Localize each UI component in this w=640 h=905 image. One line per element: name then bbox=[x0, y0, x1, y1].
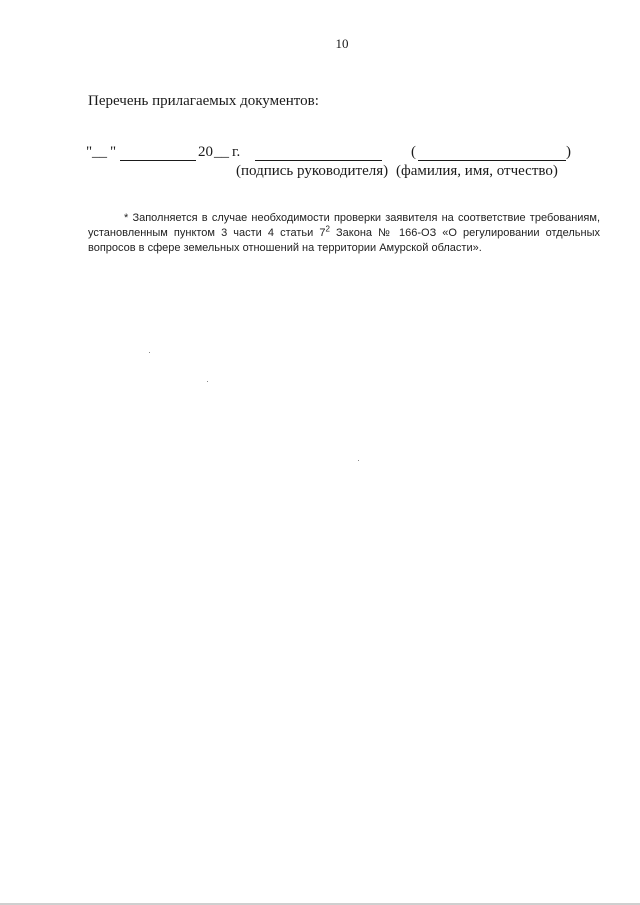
name-open-paren: ( bbox=[411, 144, 416, 160]
year-prefix: 20 bbox=[198, 144, 213, 160]
page-number: 10 bbox=[335, 36, 349, 51]
date-month-blank bbox=[120, 160, 196, 161]
year-blank: __ bbox=[214, 144, 229, 160]
footnote bbox=[88, 211, 600, 256]
footnote-text-end: Закона № 166-ОЗ «О регулировании отдельных вопросов в сфере земельных отношений на территории Амурской области». bbox=[88, 227, 600, 254]
year-suffix: г. bbox=[232, 144, 241, 160]
date-open-quote: " bbox=[86, 144, 93, 160]
footnote-text-start: * Заполняется в случае необходимости проверки заявителя на соответствие требованиям, установленным пунктом 3 части 4 статьи 7 bbox=[88, 212, 600, 239]
signature-captions bbox=[236, 163, 578, 183]
name-caption: (фамилия, имя, отчество) bbox=[396, 163, 558, 179]
scan-speck bbox=[358, 460, 359, 461]
footnote-superscript: 2 bbox=[325, 224, 330, 234]
signature-line bbox=[86, 144, 578, 164]
footnote-paragraph bbox=[88, 211, 600, 256]
name-close-paren: ) bbox=[566, 144, 571, 160]
scan-speck bbox=[207, 381, 208, 382]
scan-speck bbox=[149, 352, 150, 353]
name-blank bbox=[418, 160, 566, 161]
date-close-quote: " bbox=[110, 144, 117, 160]
signature-caption: (подпись руководителя) bbox=[236, 163, 389, 179]
signature-blank bbox=[255, 160, 382, 161]
documents-list-title: Перечень прилагаемых документов: bbox=[88, 93, 319, 109]
date-day-blank: __ bbox=[92, 144, 107, 160]
